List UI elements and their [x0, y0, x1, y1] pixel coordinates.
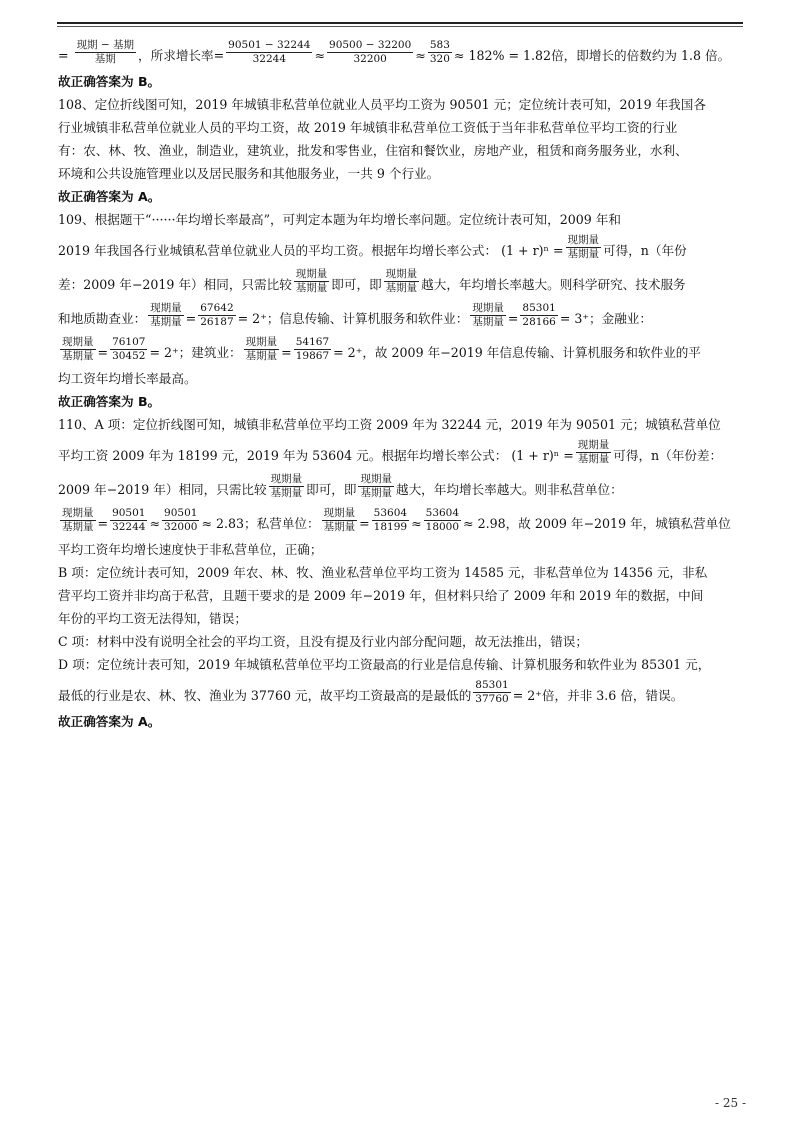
q109-line: 2019 年我国各行业城镇私营单位就业人员的平均工资。根据年均增长率公式： (1 + r)ⁿ = $\frac{\text{现期量}}{\text{基期量}}$ 可得，n（年份	[58, 234, 687, 260]
answer-line: 故正确答案为 B。	[58, 74, 161, 89]
q109-line: 109、根据题干“······年均增长率最高”，可判定本题为年均增长率问题。定位统计表可知，2009 年和	[58, 212, 621, 227]
fraction: $\frac{76107}{30452}$	[112, 336, 146, 362]
q108-line: 行业城镇非私营单位就业人员的平均工资，故 2019 年城镇非私营单位工资低于当年非私营单位平均工资的行业	[58, 120, 678, 135]
fraction: $\frac{53604}{18000}$	[425, 507, 460, 533]
fraction: $\frac{90501}{32244}$	[112, 507, 146, 533]
header-rule	[57, 22, 743, 24]
q110-line: $\frac{\text{现期量}}{\text{基期量}}$ = $\frac{90501}{32244}$ ≈ $\frac{90501}{32000}$ ≈ 2.83；私营单位： $\frac{\text{现期量}}{\text{基期量}}$ = $\frac{53604}{18199}$ ≈ $\frac{53604}{18000}$ ≈ 2.98，故 2009 年−2019 年，城镇私营单位	[62, 507, 731, 533]
page-number: - 25 -	[714, 1096, 746, 1110]
fraction: $\frac{90500 - 32200}{32200}$	[329, 39, 412, 65]
fraction: $\frac{\text{现期量}}{\text{基期量}}$	[62, 507, 94, 533]
q110-line: 110、A 项：定位折线图可知，城镇非私营单位平均工资 2009 年为 32244 元，2019 年为 90501 元；城镇私营单位	[58, 417, 721, 432]
fraction: $\frac{\text{现期 − 基期}}{\text{基期}}$	[76, 39, 135, 65]
fraction: $\frac{\text{现期量}}{\text{基期量}}$	[295, 268, 328, 294]
fraction: $\frac{\text{现期量}}{\text{基期量}}$	[577, 439, 610, 465]
fraction: $\frac{85301}{37760}$	[475, 679, 509, 705]
q110-option-b: 年份的平均工资无法得知，错误；	[58, 611, 247, 626]
answer-line: 故正确答案为 A。	[58, 714, 161, 729]
fraction: $\frac{67642}{26187}$	[200, 302, 234, 328]
fraction: $\frac{\text{现期量}}{\text{基期量}}$	[360, 473, 392, 499]
q109-line: 和地质勘查业： $\frac{\text{现期量}}{\text{基期量}}$ = $\frac{67642}{26187}$ = 2⁺；信息传输、计算机服务和软件业： $\frac{\text{现期量}}{\text{基期量}}$ = $\frac{85301}{28166}$ = 3⁺；金融业：	[58, 302, 652, 328]
q110-line: 平均工资年均增长速度快于非私营单位，正确；	[58, 542, 323, 557]
fraction: $\frac{\text{现期量}}{\text{基期量}}$	[323, 507, 356, 533]
fraction: $\frac{\text{现期量}}{\text{基期量}}$	[245, 336, 278, 362]
q110-option-d: 最低的行业是农、林、牧、渔业为 37760 元，故平均工资最高的是最低的 $\frac{85301}{37760}$ = 2⁺倍，并非 3.6 倍，错误。	[58, 679, 684, 705]
q109-line: 差：2009 年−2019 年）相同，只需比较 $\frac{\text{现期量}}{\text{基期量}}$ 即可，即 $\frac{\text{现期量}}{\text{基期量}}$ 越大，年均增长率越大。则科学研究、技术服务	[58, 268, 686, 294]
q110-option-b: 营平均工资并非均高于私营，且题干要求的是 2009 年−2019 年，但材料只给了 2009 年和 2019 年的数据，中间	[58, 588, 704, 603]
intro-line: = $\frac{\text{现期 − 基期}}{\text{基期}}$ ，所求增长率= $\frac{90501 - 32244}{32244}$ ≈ $\frac{90500 - 32200}{32200}$ ≈ $\frac{583}{320}$ ≈ 182% = 1.82倍，即增长的倍数约为 1.8 倍。	[58, 39, 731, 65]
page-content	[58, 36, 748, 733]
q110-line: 平均工资 2009 年为 18199 元，2019 年为 53604 元。根据年均增长率公式： (1 + r)ⁿ = $\frac{\text{现期量}}{\text{基期量}}$ 可得，n（年份差：	[58, 439, 723, 465]
q108-line: 环境和公共设施管理业以及居民服务和其他服务业，一共 9 个行业。	[58, 166, 440, 181]
fraction: $\frac{\text{现期量}}{\text{基期量}}$	[62, 336, 94, 362]
q109-line: $\frac{\text{现期量}}{\text{基期量}}$ = $\frac{76107}{30452}$ = 2⁺；建筑业： $\frac{\text{现期量}}{\text{基期量}}$ = $\frac{54167}{19867}$ = 2⁺，故 2009 年−2019 年信息传输、计算机服务和软件业的平	[62, 336, 701, 362]
q110-option-c: C 项：材料中没有说明全社会的平均工资，且没有提及行业内部分配问题，故无法推出，错误；	[58, 634, 588, 649]
fraction: $\frac{90501}{32000}$	[164, 507, 198, 533]
fraction: $\frac{90501 - 32244}{32244}$	[228, 39, 311, 65]
header-rule-thin	[57, 26, 743, 27]
fraction: $\frac{\text{现期量}}{\text{基期量}}$	[567, 234, 599, 260]
fraction: $\frac{\text{现期量}}{\text{基期量}}$	[150, 302, 182, 328]
q108-line: 有：农、林、牧、渔业，制造业，建筑业，批发和零售业，住宿和餐饮业，房地产业，租赁和商务服务业，水利、	[58, 143, 688, 158]
fraction: $\frac{583}{320}$	[429, 39, 450, 65]
q110-option-d: D 项：定位统计表可知，2019 年城镇私营单位平均工资最高的行业是信息传输、计算机服务和软件业为 85301 元，	[58, 657, 711, 672]
fraction: $\frac{54167}{19867}$	[295, 336, 330, 362]
answer-line: 故正确答案为 A。	[58, 189, 161, 204]
fraction: $\frac{85301}{28166}$	[522, 302, 556, 328]
answer-line: 故正确答案为 B。	[58, 394, 161, 409]
fraction: $\frac{\text{现期量}}{\text{基期量}}$	[270, 473, 303, 499]
q109-line: 均工资年均增长率最高。	[58, 371, 197, 386]
q110-line: 2009 年−2019 年）相同，只需比较 $\frac{\text{现期量}}{\text{基期量}}$ 即可，即 $\frac{\text{现期量}}{\text{基期量}}$ 越大，年均增长率越大。则非私营单位：	[58, 473, 623, 499]
fraction: $\frac{53604}{18199}$	[373, 507, 408, 533]
q108-line: 108、定位折线图可知，2019 年城镇非私营单位就业人员平均工资为 90501 元；定位统计表可知，2019 年我国各	[58, 97, 706, 112]
fraction: $\frac{\text{现期量}}{\text{基期量}}$	[472, 302, 504, 328]
q110-option-b: B 项：定位统计表可知，2009 年农、林、牧、渔业私营单位平均工资为 14585 元，非私营单位为 14356 元，非私	[58, 565, 708, 580]
fraction: $\frac{\text{现期量}}{\text{基期量}}$	[385, 268, 418, 294]
